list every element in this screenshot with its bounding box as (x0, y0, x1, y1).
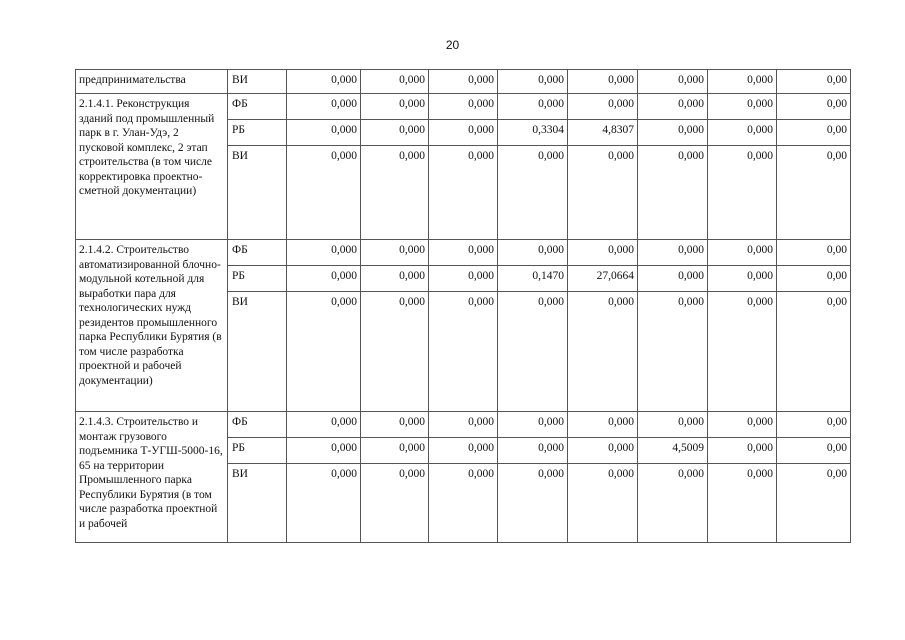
value-cell: 0,000 (287, 266, 361, 292)
table-body (76, 70, 851, 543)
value-cell: 0,000 (568, 146, 638, 240)
value-cell: 0,000 (498, 464, 568, 543)
funding-source-cell: ФБ (228, 412, 287, 438)
value-cell: 0,000 (498, 292, 568, 412)
page-number: 20 (445, 38, 460, 52)
value-cell: 0,000 (708, 266, 777, 292)
value-cell: 0,000 (638, 146, 708, 240)
value-cell: 0,000 (498, 240, 568, 266)
value-cell: 0,000 (287, 94, 361, 120)
value-cell: 0,000 (361, 240, 429, 266)
value-cell: 0,000 (708, 94, 777, 120)
value-cell: 0,000 (361, 438, 429, 464)
value-cell: 0,000 (287, 70, 361, 94)
value-cell: 0,00 (777, 240, 851, 266)
value-cell: 0,000 (429, 94, 498, 120)
value-cell: 0,000 (361, 146, 429, 240)
value-cell: 0,000 (287, 146, 361, 240)
value-cell: 4,5009 (638, 438, 708, 464)
value-cell: 0,000 (287, 438, 361, 464)
value-cell: 0,000 (287, 412, 361, 438)
value-cell: 0,000 (429, 70, 498, 94)
value-cell: 0,000 (708, 146, 777, 240)
value-cell: 0,000 (429, 120, 498, 146)
value-cell: 0,000 (498, 70, 568, 94)
value-cell: 0,00 (777, 146, 851, 240)
value-cell: 0,000 (361, 292, 429, 412)
value-cell: 0,000 (638, 240, 708, 266)
value-cell: 0,000 (638, 412, 708, 438)
value-cell: 0,000 (287, 240, 361, 266)
funding-source-cell: РБ (228, 266, 287, 292)
funding-source-cell: ВИ (228, 464, 287, 543)
table-row (76, 240, 851, 266)
value-cell: 0,00 (777, 70, 851, 94)
value-cell: 0,000 (638, 292, 708, 412)
value-cell: 0,000 (287, 464, 361, 543)
value-cell: 0,000 (708, 464, 777, 543)
value-cell: 0,000 (568, 412, 638, 438)
value-cell: 0,00 (777, 120, 851, 146)
funding-source-cell: ВИ (228, 292, 287, 412)
value-cell: 0,000 (568, 292, 638, 412)
value-cell: 0,000 (638, 266, 708, 292)
value-cell: 0,000 (638, 120, 708, 146)
value-cell: 0,000 (638, 464, 708, 543)
funding-source-cell: ВИ (228, 146, 287, 240)
value-cell: 0,000 (708, 292, 777, 412)
value-cell: 0,000 (429, 464, 498, 543)
value-cell: 0,000 (708, 240, 777, 266)
funding-source-cell: ФБ (228, 94, 287, 120)
funding-table (75, 69, 851, 543)
value-cell: 0,000 (568, 464, 638, 543)
value-cell: 0,3304 (498, 120, 568, 146)
value-cell: 0,000 (287, 120, 361, 146)
value-cell: 0,000 (361, 70, 429, 94)
measure-name-cell: 2.1.4.2. Строительство автоматизированной блочно-модульной котельной для выработки пара для технологических нужд резидентов промышленного парка Республики Бурятия (в том числе разработка проектной и рабочей документации) (76, 240, 228, 412)
value-cell: 0,000 (568, 438, 638, 464)
value-cell: 0,000 (429, 292, 498, 412)
value-cell: 0,000 (498, 438, 568, 464)
table-row (76, 70, 851, 94)
value-cell: 0,000 (568, 94, 638, 120)
value-cell: 0,00 (777, 266, 851, 292)
measure-name-cell: 2.1.4.3. Строительство и монтаж грузового подъемника Т-УГШ-5000-16, 65 на территории Промышленного парка Республики Бурятия (в том числе разработка проектной и рабочей (76, 412, 228, 543)
value-cell: 0,000 (498, 146, 568, 240)
value-cell: 0,000 (429, 438, 498, 464)
value-cell: 0,000 (361, 412, 429, 438)
value-cell: 0,000 (498, 412, 568, 438)
value-cell: 0,00 (777, 94, 851, 120)
value-cell: 0,000 (638, 70, 708, 94)
funding-source-cell: ФБ (228, 240, 287, 266)
value-cell: 0,000 (361, 94, 429, 120)
value-cell: 0,1470 (498, 266, 568, 292)
value-cell: 0,000 (638, 94, 708, 120)
value-cell: 0,000 (429, 266, 498, 292)
funding-source-cell: ВИ (228, 70, 287, 94)
funding-source-cell: РБ (228, 120, 287, 146)
value-cell: 4,8307 (568, 120, 638, 146)
value-cell: 0,000 (287, 292, 361, 412)
value-cell: 0,000 (429, 146, 498, 240)
value-cell: 0,00 (777, 412, 851, 438)
value-cell: 0,000 (429, 240, 498, 266)
value-cell: 0,000 (568, 70, 638, 94)
value-cell: 0,000 (498, 94, 568, 120)
measure-name-cell: 2.1.4.1. Реконструкция зданий под промышленный парк в г. Улан-Удэ, 2 пусковой комплекс, 2 этап строительства (в том числе корректировка проектно-сметной документации) (76, 94, 228, 240)
value-cell: 0,000 (708, 438, 777, 464)
value-cell: 0,00 (777, 292, 851, 412)
value-cell: 0,000 (708, 120, 777, 146)
value-cell: 0,00 (777, 464, 851, 543)
value-cell: 0,000 (429, 412, 498, 438)
value-cell: 0,000 (361, 266, 429, 292)
table-row (76, 94, 851, 120)
value-cell: 0,000 (708, 412, 777, 438)
value-cell: 0,00 (777, 438, 851, 464)
value-cell: 0,000 (568, 240, 638, 266)
funding-source-cell: РБ (228, 438, 287, 464)
value-cell: 27,0664 (568, 266, 638, 292)
measure-name-cell: предпринимательства (76, 70, 228, 94)
value-cell: 0,000 (361, 464, 429, 543)
value-cell: 0,000 (361, 120, 429, 146)
value-cell: 0,000 (708, 70, 777, 94)
table-row (76, 412, 851, 438)
